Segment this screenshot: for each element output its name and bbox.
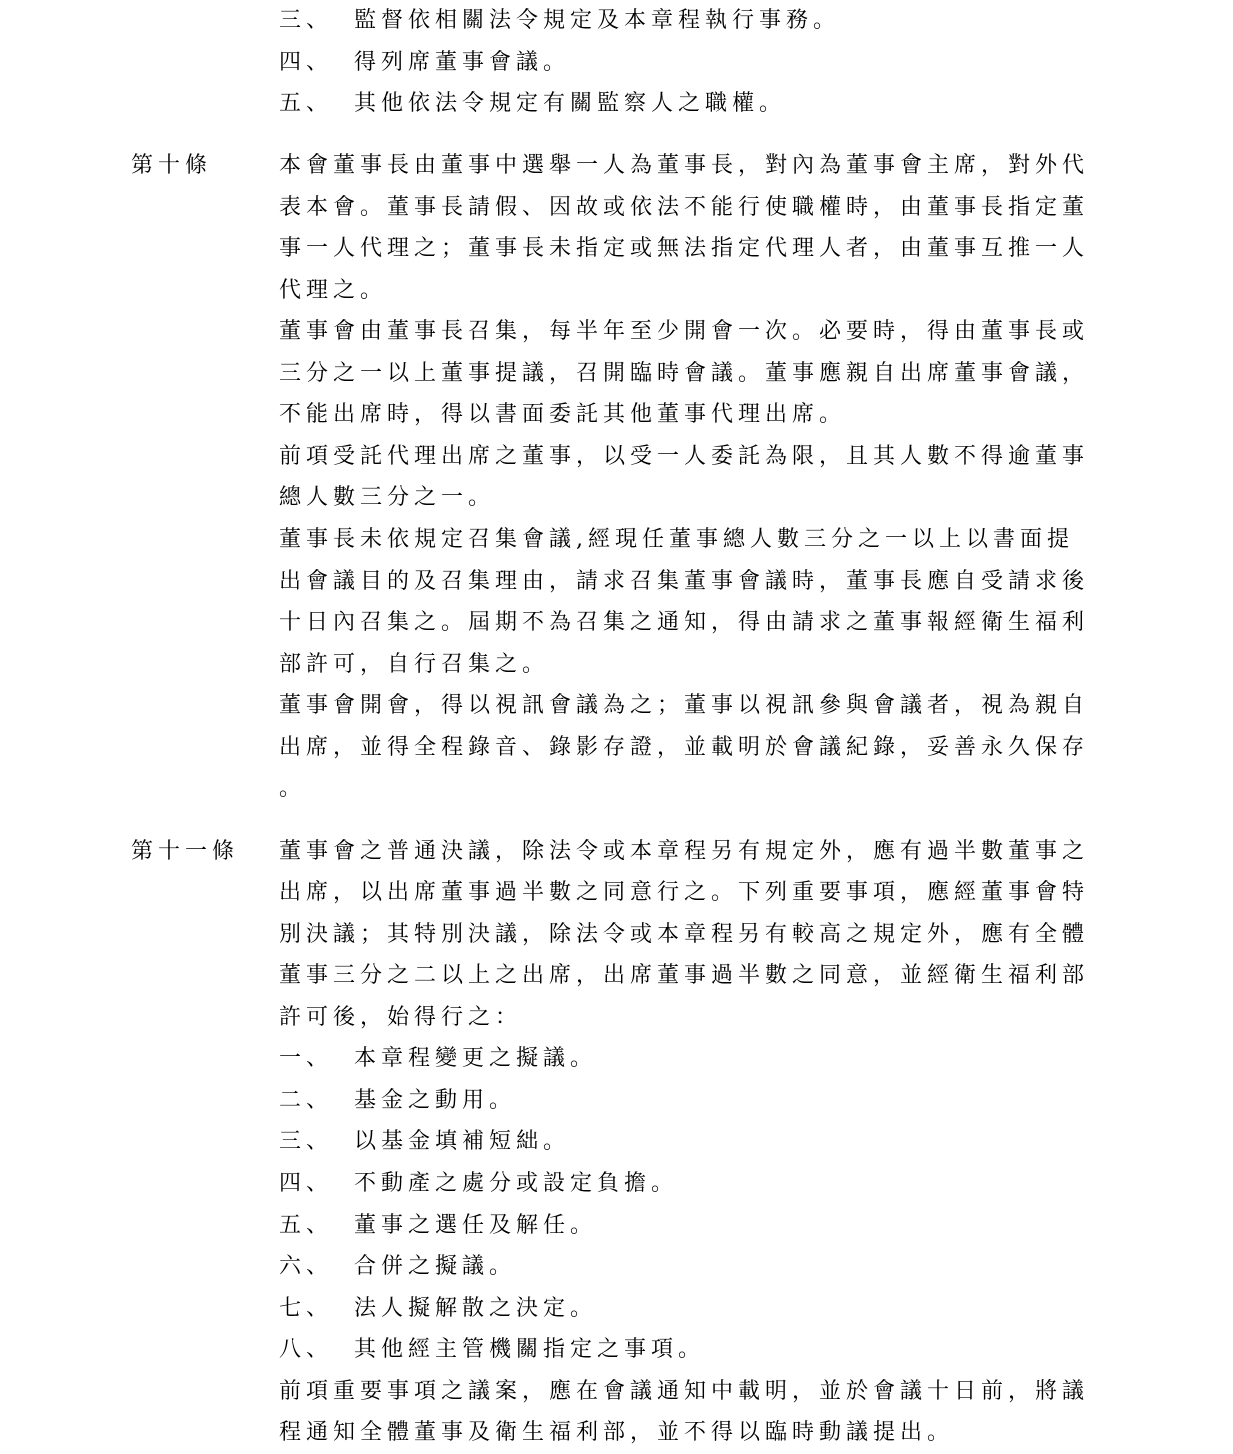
item-number: 四、 [279, 50, 334, 75]
paragraph-line: 別決議；其特別決議，除法令或本章程另有較高之規定外，應有全體 [279, 922, 1090, 947]
list-item [279, 7, 840, 35]
paragraph-line: 三分之一以上董事提議，召開臨時會議。董事應親自出席董事會議， [279, 361, 1090, 386]
item-text: 基金之動用。 [354, 1088, 517, 1113]
paragraph-line: 出會議目的及召集理由，請求召集董事會議時，董事長應自受請求後 [279, 569, 1090, 594]
paragraph-line: 。 [279, 776, 307, 801]
paragraph-line: 事一人代理之；董事長未指定或無法指定代理人者，由董事互推一人 [279, 236, 1090, 261]
item-number: 一、 [279, 1046, 334, 1071]
paragraph-line: 部許可，自行召集之。 [279, 652, 550, 677]
item-number: 四、 [279, 1171, 334, 1196]
paragraph-line: 董事會開會，得以視訊會議為之；董事以視訊參與會議者，視為親自 [279, 693, 1090, 718]
list-item [279, 1128, 570, 1156]
paragraph-line: 程通知全體董事及衛生福利部，並不得以臨時動議提出。 [279, 1420, 955, 1445]
item-number: 五、 [279, 91, 334, 116]
item-text: 董事之選任及解任。 [354, 1213, 598, 1238]
paragraph-line: 出席，並得全程錄音、錄影存證，並載明於會議紀錄，妥善永久保存 [279, 735, 1090, 760]
item-number: 六、 [279, 1254, 334, 1279]
list-item [279, 1087, 516, 1115]
list-item [279, 1212, 597, 1240]
item-text: 本章程變更之擬議。 [354, 1046, 598, 1071]
article-label: 第十一條 [131, 839, 240, 864]
item-text: 法人擬解散之決定。 [354, 1296, 598, 1321]
item-number: 三、 [279, 8, 334, 33]
paragraph-line: 十日內召集之。屆期不為召集之通知，得由請求之董事報經衛生福利 [279, 610, 1090, 635]
item-number: 八、 [279, 1337, 334, 1362]
list-item [279, 49, 570, 77]
item-text: 其他經主管機關指定之事項。 [354, 1337, 706, 1362]
item-number: 七、 [279, 1296, 334, 1321]
item-text: 監督依相關法令規定及本章程執行事務。 [354, 8, 841, 33]
paragraph-line: 本會董事長由董事中選舉一人為董事長，對內為董事會主席，對外代 [279, 153, 1090, 178]
item-number: 五、 [279, 1213, 334, 1238]
item-text: 不動產之處分或設定負擔。 [354, 1171, 679, 1196]
paragraph-line: 代理之。 [279, 278, 388, 303]
item-number: 三、 [279, 1129, 334, 1154]
item-text: 以基金填補短絀。 [354, 1129, 571, 1154]
item-text: 得列席董事會議。 [354, 50, 571, 75]
list-item [279, 1253, 516, 1281]
list-item [279, 90, 786, 118]
paragraph-line: 表本會。董事長請假、因故或依法不能行使職權時，由董事長指定董 [279, 195, 1090, 220]
article-label: 第十條 [131, 153, 213, 178]
paragraph-line: 董事會由董事長召集，每半年至少開會一次。必要時，得由董事長或 [279, 319, 1090, 344]
item-text: 合併之擬議。 [354, 1254, 517, 1279]
list-item [279, 1045, 597, 1073]
paragraph-line: 不能出席時，得以書面委託其他董事代理出席。 [279, 402, 847, 427]
list-item [279, 1295, 597, 1323]
paragraph-line: 許可後，始得行之： [279, 1005, 523, 1030]
list-item [279, 1170, 678, 1198]
item-number: 二、 [279, 1088, 334, 1113]
paragraph-line: 前項重要事項之議案，應在會議通知中載明，並於會議十日前，將議 [279, 1379, 1090, 1404]
item-text: 其他依法令規定有關監察人之職權。 [354, 91, 787, 116]
paragraph-line: 董事長未依規定召集會議,經現任董事總人數三分之一以上以書面提 [279, 527, 1074, 552]
paragraph-line: 董事三分之二以上之出席，出席董事過半數之同意，並經衛生福利部 [279, 963, 1090, 988]
paragraph-line: 前項受託代理出席之董事，以受一人委託為限，且其人數不得逾董事 [279, 444, 1090, 469]
paragraph-line: 出席，以出席董事過半數之同意行之。下列重要事項，應經董事會特 [279, 880, 1090, 905]
paragraph-line: 總人數三分之一。 [279, 485, 496, 510]
paragraph-line: 董事會之普通決議，除法令或本章程另有規定外，應有過半數董事之 [279, 839, 1090, 864]
list-item [279, 1336, 705, 1364]
